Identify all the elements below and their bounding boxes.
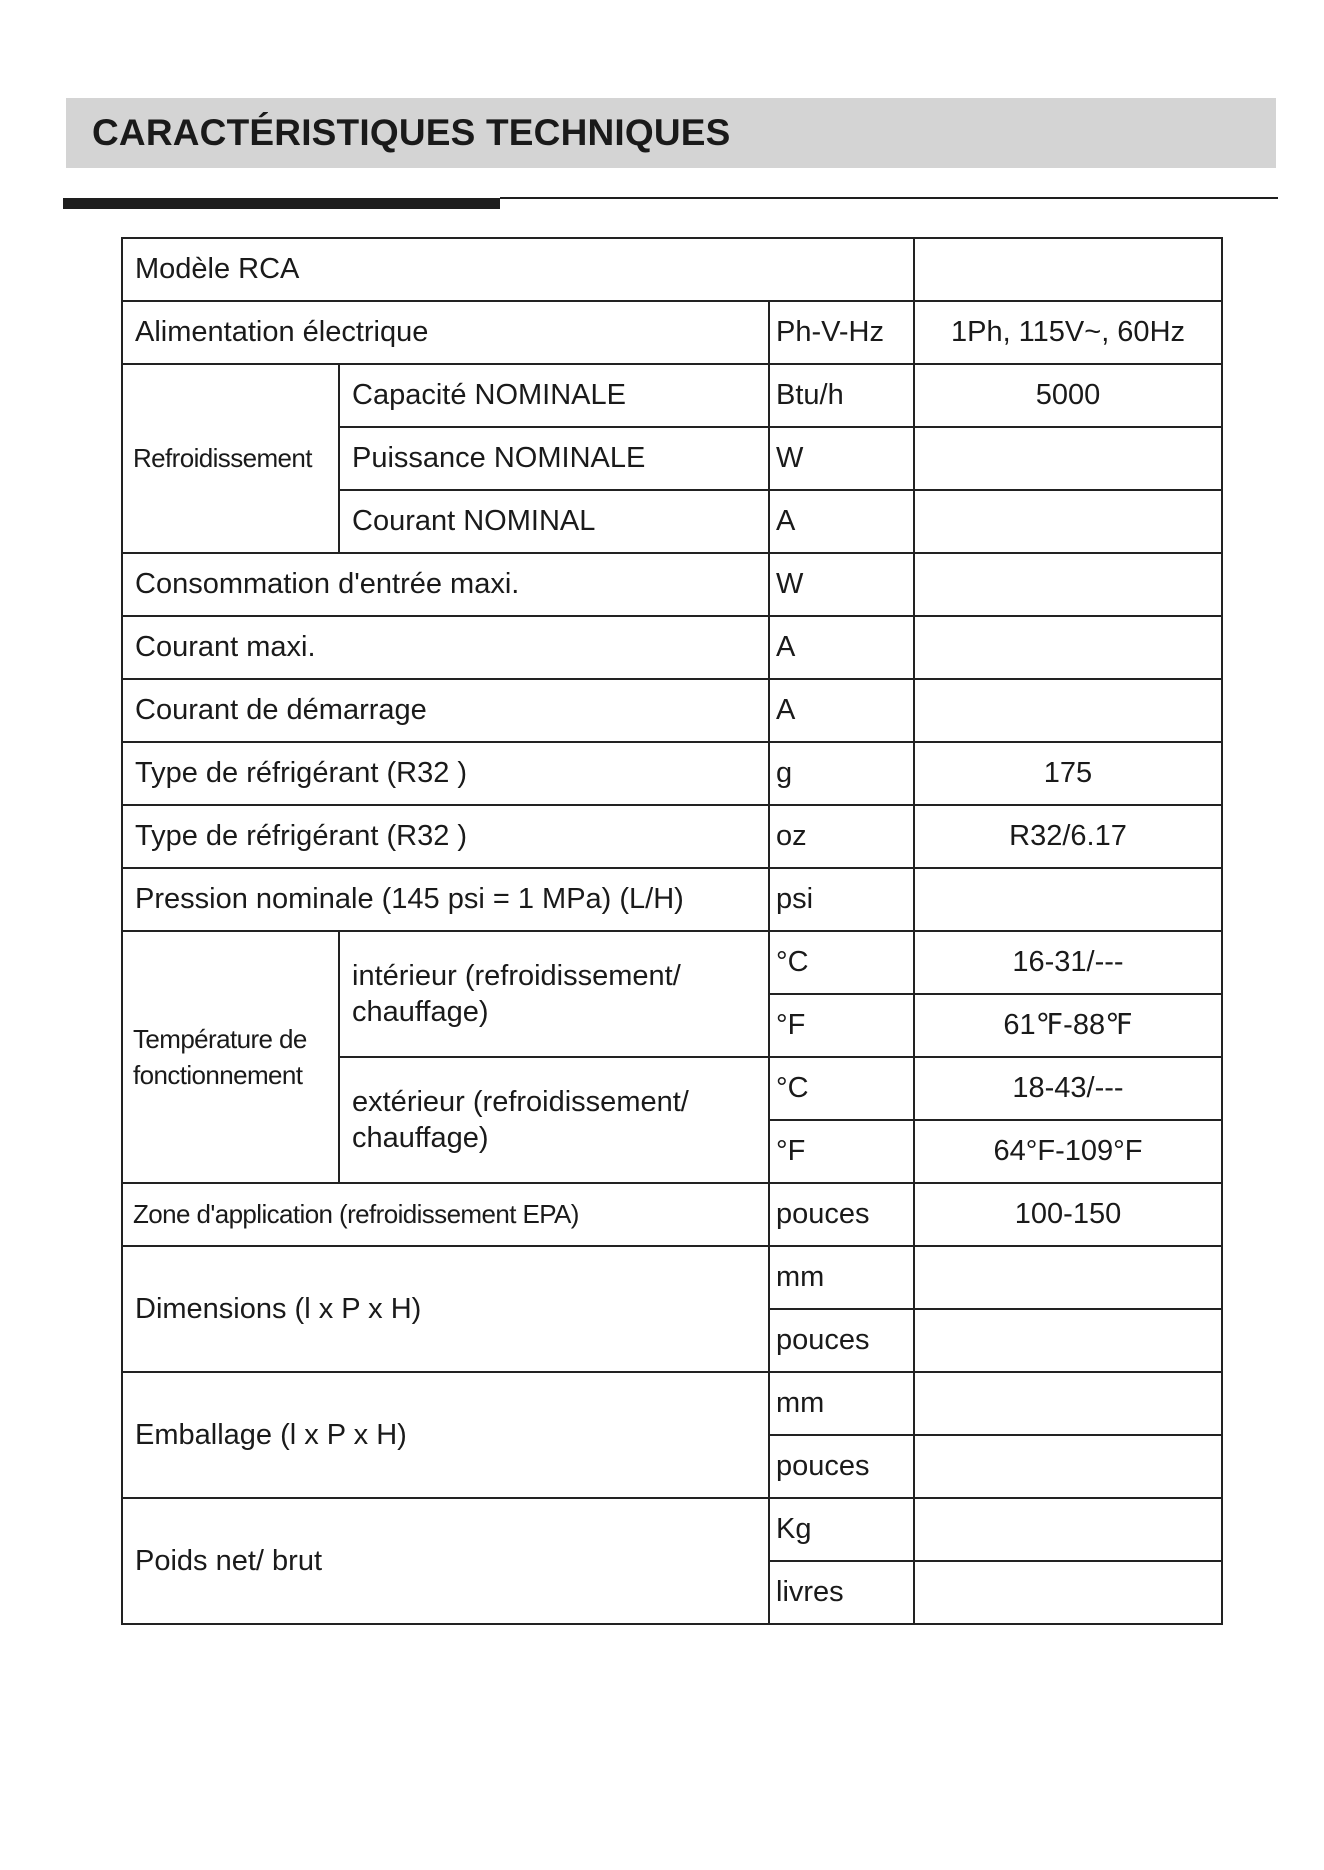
application-zone-value: 100-150 xyxy=(914,1183,1222,1246)
cooling-current-label: Courant NOMINAL xyxy=(339,490,769,553)
max-input-unit: W xyxy=(769,553,914,616)
cooling-power-value xyxy=(914,427,1222,490)
packing-value-in xyxy=(914,1435,1222,1498)
section-title-bar xyxy=(66,98,1276,168)
table-row xyxy=(122,238,1222,301)
cooling-group-label: Refroidissement xyxy=(122,364,339,553)
refrigerant-g-label: Type de réfrigérant (R32 ) xyxy=(122,742,769,805)
table-row xyxy=(122,1498,1222,1561)
model-value xyxy=(914,238,1222,301)
table-row xyxy=(122,301,1222,364)
dimensions-value-in xyxy=(914,1309,1222,1372)
table-row xyxy=(122,364,1222,427)
page-title: CARACTÉRISTIQUES TECHNIQUES xyxy=(92,112,731,153)
cooling-capacity-value: 5000 xyxy=(914,364,1222,427)
refrigerant-oz-value: R32/6.17 xyxy=(914,805,1222,868)
refrigerant-g-value: 175 xyxy=(914,742,1222,805)
weight-unit-kg: Kg xyxy=(769,1498,914,1561)
power-supply-unit: Ph-V-Hz xyxy=(769,301,914,364)
outdoor-temp-value-f: 64°F-109°F xyxy=(914,1120,1222,1183)
max-current-unit: A xyxy=(769,616,914,679)
cooling-power-unit: W xyxy=(769,427,914,490)
indoor-temp-value-f: 61℉-88℉ xyxy=(914,994,1222,1057)
table-row xyxy=(122,868,1222,931)
indoor-temp-unit-f: °F xyxy=(769,994,914,1057)
packing-unit-mm: mm xyxy=(769,1372,914,1435)
outdoor-temp-unit-f: °F xyxy=(769,1120,914,1183)
outdoor-temp-unit-c: °C xyxy=(769,1057,914,1120)
start-current-label: Courant de démarrage xyxy=(122,679,769,742)
table-row xyxy=(122,616,1222,679)
application-zone-label: Zone d'application (refroidissement EPA) xyxy=(122,1183,769,1246)
pressure-label: Pression nominale (145 psi = 1 MPa) (L/H) xyxy=(122,868,769,931)
dimensions-unit-in: pouces xyxy=(769,1309,914,1372)
refrigerant-oz-label: Type de réfrigérant (R32 ) xyxy=(122,805,769,868)
title-rule-thin xyxy=(500,197,1278,199)
table-row xyxy=(122,742,1222,805)
table-row xyxy=(122,1246,1222,1309)
max-input-label: Consommation d'entrée maxi. xyxy=(122,553,769,616)
power-supply-label: Alimentation électrique xyxy=(122,301,769,364)
weight-unit-lb: livres xyxy=(769,1561,914,1624)
max-current-value xyxy=(914,616,1222,679)
max-current-label: Courant maxi. xyxy=(122,616,769,679)
pressure-value xyxy=(914,868,1222,931)
refrigerant-g-unit: g xyxy=(769,742,914,805)
cooling-capacity-unit: Btu/h xyxy=(769,364,914,427)
table-row xyxy=(122,679,1222,742)
cooling-current-unit: A xyxy=(769,490,914,553)
pressure-unit: psi xyxy=(769,868,914,931)
application-zone-unit: pouces xyxy=(769,1183,914,1246)
packing-unit-in: pouces xyxy=(769,1435,914,1498)
indoor-temp-label: intérieur (refroidissement/ chauffage) xyxy=(339,931,769,1057)
operating-temp-group-label: Température de fonctionnement xyxy=(122,931,339,1183)
spec-table xyxy=(121,237,1223,1625)
outdoor-temp-value-c: 18-43/--- xyxy=(914,1057,1222,1120)
weight-label: Poids net/ brut xyxy=(122,1498,769,1624)
dimensions-label: Dimensions (l x P x H) xyxy=(122,1246,769,1372)
weight-value-lb xyxy=(914,1561,1222,1624)
dimensions-unit-mm: mm xyxy=(769,1246,914,1309)
packing-value-mm xyxy=(914,1372,1222,1435)
title-rule-thick xyxy=(63,198,500,209)
weight-value-kg xyxy=(914,1498,1222,1561)
power-supply-value: 1Ph, 115V~, 60Hz xyxy=(914,301,1222,364)
dimensions-value-mm xyxy=(914,1246,1222,1309)
table-row xyxy=(122,1183,1222,1246)
cooling-capacity-label: Capacité NOMINALE xyxy=(339,364,769,427)
table-row xyxy=(122,805,1222,868)
model-label: Modèle RCA xyxy=(122,238,914,301)
packing-label: Emballage (l x P x H) xyxy=(122,1372,769,1498)
cooling-power-label: Puissance NOMINALE xyxy=(339,427,769,490)
indoor-temp-value-c: 16-31/--- xyxy=(914,931,1222,994)
refrigerant-oz-unit: oz xyxy=(769,805,914,868)
table-row xyxy=(122,931,1222,994)
start-current-unit: A xyxy=(769,679,914,742)
start-current-value xyxy=(914,679,1222,742)
table-row xyxy=(122,1372,1222,1435)
max-input-value xyxy=(914,553,1222,616)
table-row xyxy=(122,553,1222,616)
indoor-temp-unit-c: °C xyxy=(769,931,914,994)
cooling-current-value xyxy=(914,490,1222,553)
outdoor-temp-label: extérieur (refroidissement/ chauffage) xyxy=(339,1057,769,1183)
